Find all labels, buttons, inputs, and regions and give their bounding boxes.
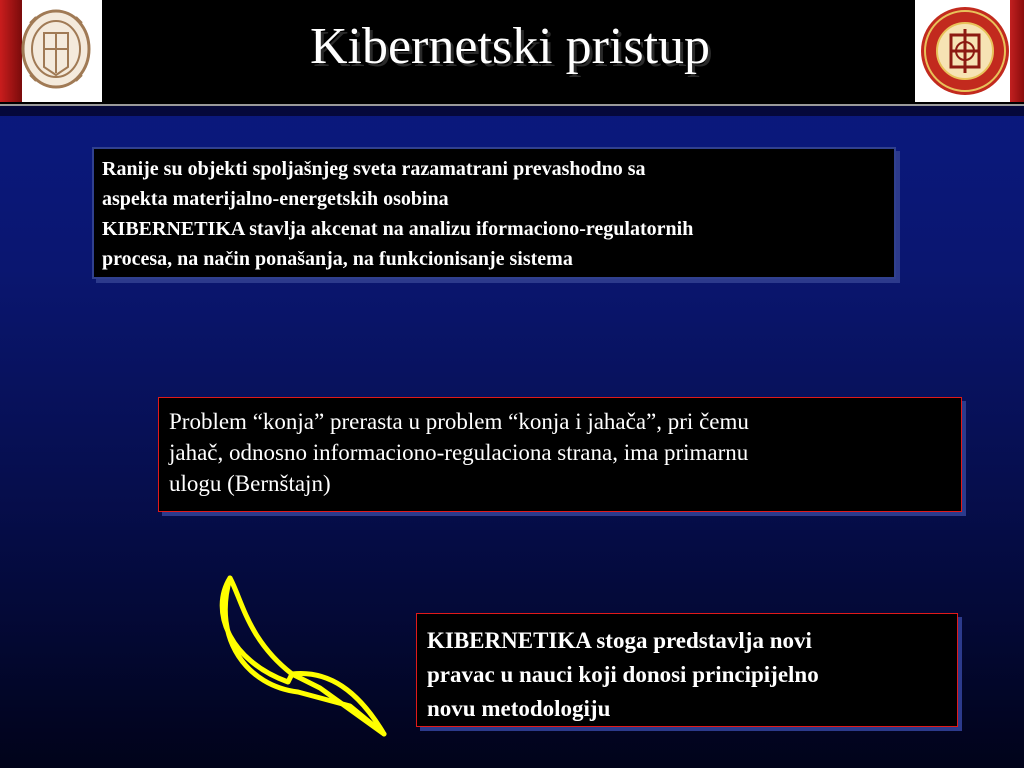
faculty-seal-logo: [915, 0, 1024, 102]
text-line: ulogu (Bernštajn): [169, 471, 331, 496]
header-shadow-band: [0, 106, 1024, 116]
text-line: KIBERNETIKA stavlja akcenat na analizu iformaciono-regulatornih: [102, 218, 694, 240]
text-line: Problem “konja” prerasta u problem “konja i jahača”, pri čemu: [169, 409, 749, 434]
text-box-cybernetics-intro: [92, 147, 896, 279]
text-line: KIBERNETIKA stoga predstavlja novi: [427, 628, 812, 653]
text-box-horse-rider: [158, 397, 962, 512]
curved-arrow-icon: [208, 570, 394, 742]
text-line: novu metodologiju: [427, 696, 611, 721]
logo-red-stripe: [1010, 0, 1024, 102]
text-box-conclusion: [416, 613, 958, 727]
faculty-seal-icon: [917, 3, 1013, 99]
text-line: Ranije su objekti spoljašnjeg sveta razamatrani prevashodno sa: [102, 158, 646, 180]
text-line: procesa, na način ponašanja, na funkcionisanje sistema: [102, 248, 573, 270]
text-line: pravac u nauci koji donosi principijelno: [427, 662, 819, 687]
slide-title: Kibernetski pristup: [309, 18, 711, 75]
header-bar: [0, 0, 1024, 106]
text-line: jahač, odnosno informaciono-regulaciona strana, ima primarnu: [169, 440, 749, 465]
text-line: aspekta materijalno-energetskih osobina: [102, 188, 449, 210]
university-seal-icon: [16, 3, 96, 99]
university-seal-logo: [0, 0, 102, 102]
